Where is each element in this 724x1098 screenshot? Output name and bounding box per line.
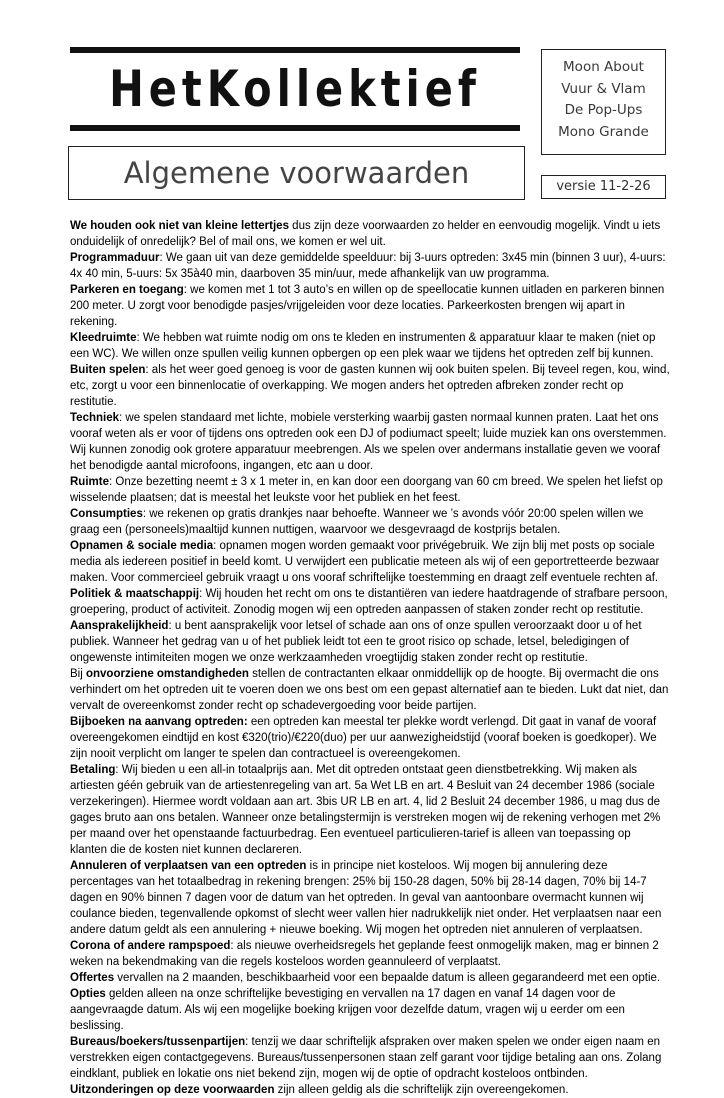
- term-paragraph: [70, 330, 670, 362]
- term-text: is in principe niet kosteloos. Wij mogen bij annulering deze percentages van het totaalbedrag in rekening brengen: 25% bij 150-28 dagen, 50% bij 28-14 dagen, 70% bij 14-7 dagen en 90% binnen 7 dagen voor de datum van het optreden. In geval van aantoonbare overmacht kunnen wij coulance bieden, tegenvallende opkomst of slecht weer vallen hier nadrukkelijk niet onder. Het verplaatsen naar een andere datum geldt als een annulering + nieuwe boeking. Wij mogen het optreden niet annuleren of verplaatsen.: [70, 860, 662, 936]
- term-paragraph: [70, 618, 670, 666]
- logo: [70, 47, 520, 131]
- term-heading: Consumpties: [70, 508, 143, 520]
- term-text: : u bent aansprakelijk voor letsel of schade aan ons of onze spullen veroorzaakt door u of het publiek. Wanneer het gedrag van u of het publiek leidt tot een te groot risico op schade, letsel, beledigingen of ongewenste intimiteiten mogen we onze werkzaamheden vroegtijdig staken zonder recht op restitutie.: [70, 620, 642, 664]
- band-name: Moon About: [563, 59, 644, 75]
- term-paragraph: [70, 474, 670, 506]
- term-heading: Betaling: [70, 764, 116, 776]
- term-paragraph: [70, 1082, 670, 1098]
- term-text: : We hebben wat ruimte nodig om ons te kleden en instrumenten & apparatuur klaar te maken (niet op een WC). We willen onze spullen veilig kunnen opbergen op een plek waar we tijdens het optreden zelf bij kunnen.: [70, 332, 656, 360]
- term-paragraph: [70, 362, 670, 410]
- term-text: : opnamen mogen worden gemaakt voor privégebruik. We zijn blij met posts op sociale media als iedereen positief in beeld komt. U verwijdert een publicatie meteen als wij of een geportretteerde bezwaar maken. Voor commercieel gebruik vraagt u ons vooraf schriftelijke toestemming en draagt zelf eventuele rechten af.: [70, 540, 660, 584]
- term-text: gelden alleen na onze schriftelijke bevestiging en vervallen na 17 dagen en vanaf 14 dagen voor de aangevraagde datum. Als wij een mogelijke boeking krijgen voor dezelfde datum, vragen wij u eerder om een beslissing.: [70, 988, 625, 1032]
- term-heading: Uitzonderingen op deze voorwaarden: [70, 1084, 275, 1096]
- term-heading: Parkeren en toegang: [70, 284, 184, 296]
- term-text: : Onze bezetting neemt ± 3 x 1 meter in, en kan door een doorgang van 60 cm breed. We spelen het liefst op wisselende plaatsen; dat is meestal het leukste voor het publiek en het feest.: [70, 476, 663, 504]
- term-paragraph: [70, 938, 670, 970]
- term-heading: Ruimte: [70, 476, 109, 488]
- term-paragraph: [70, 666, 670, 714]
- term-heading: Aansprakelijkheid: [70, 620, 169, 632]
- term-heading: Annuleren of verplaatsen van een optreden: [70, 860, 307, 872]
- term-text: : we rekenen op gratis drankjes naar behoefte. Wanneer we ’s avonds vóór 20:00 spelen willen we graag een (personeels)maaltijd kunnen nuttigen, waarvoor we desgevraagd de kostprijs betalen.: [70, 508, 644, 536]
- page-title: Algemene voorwaarden: [123, 156, 470, 190]
- term-text: stellen de contractanten elkaar onmiddellijk op de hoogte. Bij overmacht die ons verhindert om het optreden uit te voeren doen we ons best om een gepast alternatief aan te bieden. Lukt dat niet, dan vervalt de overeenkomst zonder recht op schadevergoeding voor beide partijen.: [70, 668, 669, 712]
- logo-name: HetKollektief: [109, 60, 481, 118]
- term-text: : we komen met 1 tot 3 auto’s en willen op de speellocatie kunnen uitladen en parkeren binnen 200 meter. U zorgt voor benodigde pasjes/vrijgeleiden voor deze locaties. Parkeerkosten brengen wij apart in rekening.: [70, 284, 665, 328]
- term-heading: Programmaduur: [70, 252, 160, 264]
- version-box: [541, 175, 666, 199]
- term-text: vervallen na 2 maanden, beschikbaarheid voor een bepaalde datum is alleen gegarandeerd met een optie.: [114, 972, 661, 984]
- term-text: : als het weer goed genoeg is voor de gasten kunnen wij ook buiten spelen. Bij teveel regen, kou, wind, etc, zorgt u voor een binnenlocatie of overkapping. We mogen anders het optreden afbreken zonder recht op restitutie.: [70, 364, 670, 408]
- term-text: : Wij bieden u een all-in totaalprijs aan. Met dit optreden ontstaat geen dienstbetrekking. Wij maken als artiesten géén gebruik van de artiestenregeling van art. 5a Wet LB en art. 4 Besluit van 24 december 1986 (sociale verzekeringen). Hiermee wordt voldaan aan art. 3bis UR LB en art. 4, lid 2 Besluit 24 december 1986, u mag dus de gages bruto aan ons betalen. Wanneer onze betalingstermijn is verstreken mogen wij de rekening verhogen met 2% per maand over het openstaande factuurbedrag. Een eventueel particulieren-tarief is alleen van toepassing op klanten die de kosten niet kunnen declareren.: [70, 764, 661, 856]
- term-heading: We houden ook niet van kleine lettertjes: [70, 220, 289, 232]
- term-heading: Bureaus/boekers/tussenpartijen: [70, 1036, 246, 1048]
- term-prefix: Bij: [70, 668, 86, 680]
- term-heading: Opties: [70, 988, 106, 1000]
- term-paragraph: [70, 218, 670, 250]
- term-paragraph: [70, 970, 670, 986]
- term-heading: Opnamen & sociale media: [70, 540, 214, 552]
- term-text: : We gaan uit van deze gemiddelde speelduur: bij 3-uurs optreden: 3x45 min (binnen 3 uur), 4-uurs: 4x 40 min, 5-uurs: 5x 35à40 min, daarboven 35 min/uur, mede afhankelijk van uw programma.: [70, 252, 666, 280]
- title-box: [68, 146, 525, 200]
- band-name: Vuur & Vlam: [561, 80, 646, 97]
- term-text: : Wij houden het recht om ons te distantiëren van iedere haatdragende of strafbare persoon, groepering, product of activiteit. Zonodig mogen wij een optreden aanpassen of staken zonder recht op restitutie.: [70, 588, 668, 616]
- term-paragraph: [70, 586, 670, 618]
- term-heading: Techniek: [70, 412, 119, 424]
- term-heading: Kleedruimte: [70, 332, 137, 344]
- term-heading: onvoorziene omstandigheden: [85, 668, 249, 680]
- term-paragraph: [70, 986, 670, 1034]
- version-label: versie 11-2-26: [556, 179, 651, 194]
- band-name: Mono Grande: [558, 123, 649, 140]
- term-paragraph: [70, 762, 670, 858]
- logo-bottom-bar: [70, 125, 520, 131]
- term-paragraph: [70, 1034, 670, 1082]
- term-text: zijn alleen geldig als die schriftelijk zijn overeengekomen.: [274, 1084, 569, 1096]
- band-name: De Pop-Ups: [564, 102, 643, 118]
- term-heading: Bijboeken na aanvang optreden:: [70, 716, 248, 728]
- term-paragraph: [70, 250, 670, 282]
- term-paragraph: [70, 714, 670, 762]
- term-paragraph: [70, 538, 670, 586]
- term-text: een optreden kan meestal ter plekke wordt verlengd. Dit gaat in vanaf de vooraf overeengekomen eindtijd en kost €320(trio)/€220(duo) per uur aanwezigheidstijd (vooraf boeken is goedkoper). We zijn nooit verplicht om langer te spelen dan contractueel is overeengekomen.: [70, 716, 657, 760]
- term-paragraph: [70, 410, 670, 474]
- term-text: dus zijn deze voorwaarden zo helder en eenvoudig mogelijk. Vindt u iets onduidelijk of onredelijk? Bel of mail ons, we komen er wel uit.: [70, 220, 661, 248]
- terms-body: [70, 218, 670, 1096]
- term-text: : als nieuwe overheidsregels het geplande feest onmogelijk maken, mag er binnen 2 weken na bekendmaking van die regels kosteloos worden geannuleerd of verplaatst.: [70, 940, 659, 968]
- band-list: [541, 49, 666, 155]
- term-paragraph: [70, 506, 670, 538]
- term-heading: Corona of andere rampspoed: [70, 940, 231, 952]
- term-heading: Offertes: [70, 972, 115, 984]
- term-paragraph: [70, 282, 670, 330]
- term-text: : we spelen standaard met lichte, mobiele versterking waarbij gasten normaal kunnen praten. Laat het ons vooraf weten als er voor of tijdens ons optreden ook een DJ of podiumact speelt; luide muziek kan ons overstemmen. Wij kunnen zonodig ook grotere apparatuur meebrengen. Als we spelen over andermans installatie geven we vooraf het benodigde aantal microfoons, ingangen, etc aan u door.: [70, 412, 667, 472]
- term-heading: Buiten spelen: [70, 364, 146, 376]
- term-paragraph: [70, 858, 670, 938]
- term-text: : tenzij we daar schriftelijk afspraken over maken spelen we onder eigen naam en verstrekken eigen contactgegevens. Bureaus/tussenpersonen staan zelf garant voor tijdige betaling aan ons. Zolang eindklant, publiek en lokatie ons niet bekend zijn, mogen wij de optie of opdracht kosteloos ontbinden.: [70, 1036, 662, 1080]
- term-heading: Politiek & maatschappij: [70, 588, 200, 600]
- logo-top-bar: [70, 47, 520, 53]
